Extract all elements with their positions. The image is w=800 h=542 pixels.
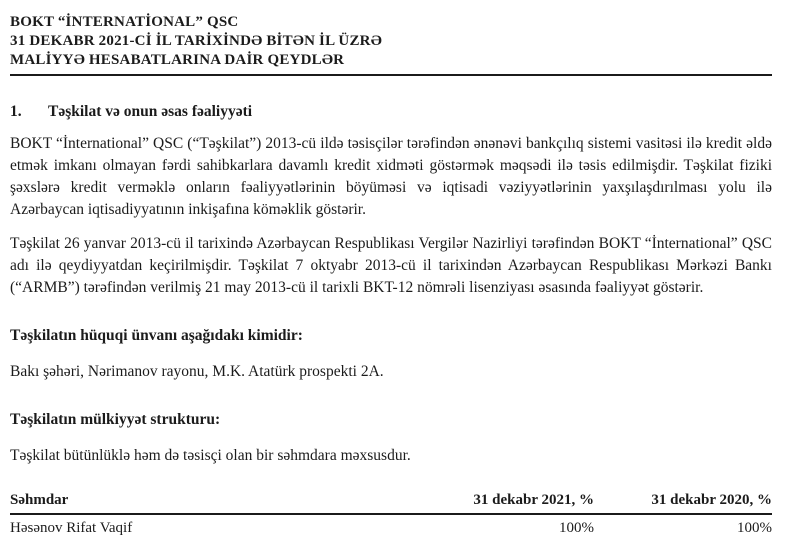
paragraph-registration: Təşkilat 26 yanvar 2013-cü il tarixində Azərbaycan Respublikası Vergilər Nazirliyi tərəfindən BOKT “İnternational” QSC adı ilə qeydiyyatdan keçirilmişdir. Təşkilat 7 oktyabr 2013-cü il tarixindən Azərbaycan Respublikası Mərkəzi Bankı (“ARMB”) tərəfindən verilmiş 21 may 2013-cü il tarixli BKT-12 nömrəli lisenziyası əsasında fəaliyyət göstərir. (10, 235, 772, 296)
ownership-text: Təşkilat bütünlüklə həm də təsisçi olan bir səhmdara məxsusdur. (10, 447, 411, 464)
ownership-heading: Təşkilatın mülkiyyət strukturu: (10, 411, 221, 428)
header-rule (10, 74, 772, 76)
section-title: Təşkilat və onun əsas fəaliyyəti (48, 103, 253, 120)
col-header-2021: 31 dekabr 2021, % (424, 489, 594, 514)
shareholder-name: Həsənov Rifat Vaqif (10, 514, 424, 542)
table-header-row (10, 489, 772, 514)
section-number: 1. (10, 103, 22, 120)
report-period: 31 DEKABR 2021-Cİ İL TARİXİNDƏ BİTƏN İL ÜZRƏ (10, 33, 382, 49)
legal-address-text: Bakı şəhəri, Nərimanov rayonu, M.K. Atatürk prospekti 2A. (10, 363, 384, 380)
shareholders-table-head (10, 489, 772, 514)
shareholders-table-body (10, 514, 772, 542)
section-body (10, 133, 772, 467)
col-header-shareholder: Səhmdar (10, 489, 424, 514)
share-2020: 100% (594, 514, 772, 542)
table-row (10, 514, 772, 542)
report-title: MALİYYƏ HESABATLARINA DAİR QEYDLƏR (10, 52, 345, 68)
paragraph-establishment: BOKT “İnternational” QSC (“Təşkilat”) 2013-cü ildə təsisçilər tərəfindən ənənəvi bankçılıq sistemi vasitəsi ilə kredit əldə etmək imkanı olmayan fərdi sahibkarlara davamlı kredit xidməti göstərmək məqsədi ilə təsis edilmişdir. Təşkilat fiziki şəxslərə kredit verməklə onların fəaliyyətlərinin böyüməsi və iqtisadi vəziyyətlərinin yaxşılaşdırılması yolu ilə Azərbaycan iqtisadiyyatının inkişafına köməklik göstərir. (10, 135, 772, 218)
company-name: BOKT “İNTERNATİONAL” QSC (10, 14, 239, 30)
section-heading (10, 102, 772, 121)
shareholders-table (10, 489, 772, 542)
share-2021: 100% (424, 514, 594, 542)
col-header-2020: 31 dekabr 2020, % (594, 489, 772, 514)
legal-address-heading: Təşkilatın hüquqi ünvanı aşağıdakı kimidir: (10, 327, 303, 344)
document-header (10, 13, 772, 70)
